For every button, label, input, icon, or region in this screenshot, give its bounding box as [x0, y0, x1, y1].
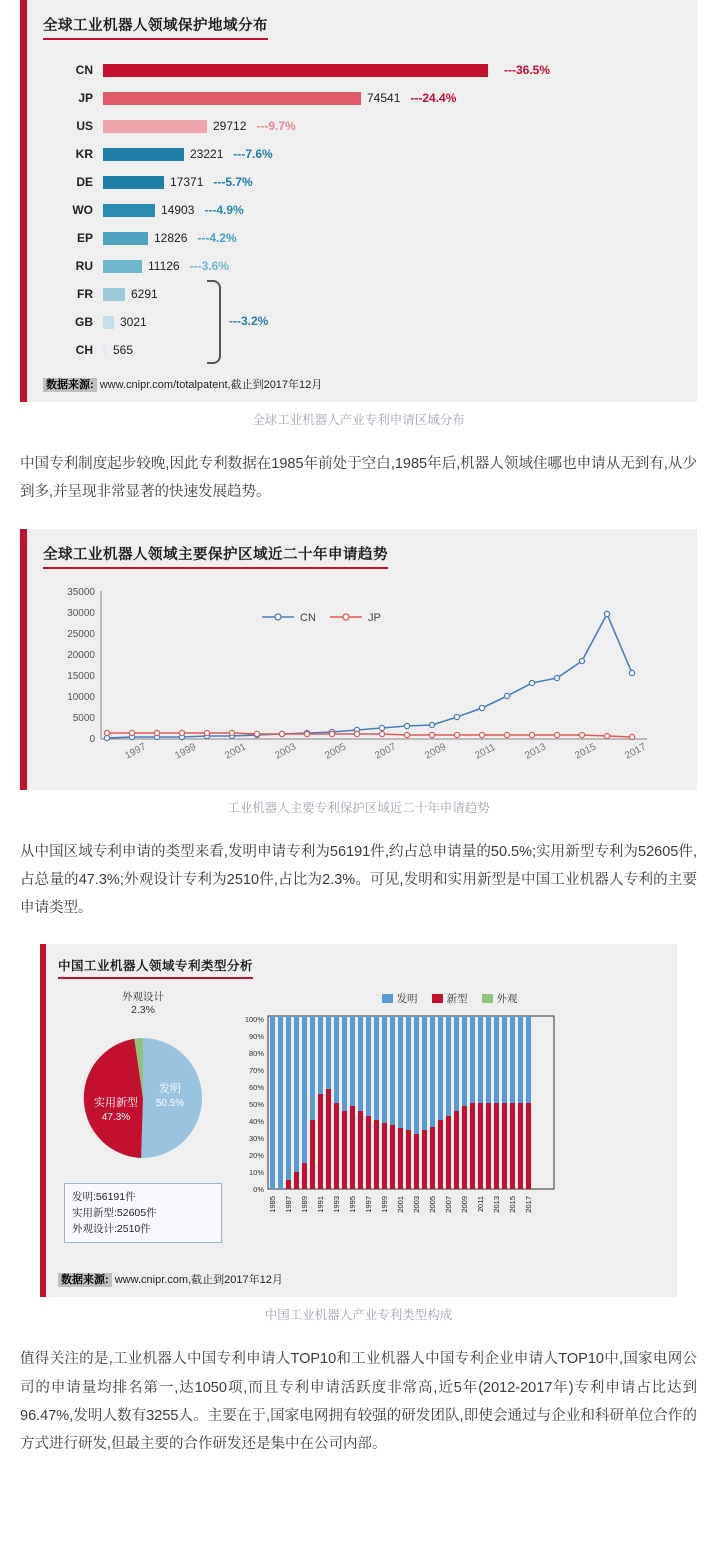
bar-track	[103, 343, 675, 357]
bar	[103, 232, 148, 245]
bar-label: CN	[75, 63, 93, 77]
svg-text:50.5%: 50.5%	[155, 1097, 185, 1109]
figure-3	[40, 944, 677, 1323]
bar	[103, 120, 207, 133]
svg-text:1993: 1993	[332, 1196, 341, 1214]
stacked-columns	[270, 1016, 531, 1189]
svg-text:20%: 20%	[248, 1151, 264, 1161]
svg-text:35000: 35000	[67, 586, 95, 598]
figure-2-caption: 工业机器人主要专利保护区域近二十年申请趋势	[227, 800, 490, 815]
svg-text:15000: 15000	[67, 670, 95, 682]
legend-line: 发明:56191件	[72, 1190, 136, 1203]
bar-label: FR	[77, 287, 93, 301]
legend-swatch-design	[482, 994, 493, 1003]
bar-percent: ---24.4%	[410, 91, 457, 105]
bar-track	[103, 147, 675, 161]
svg-text:0%: 0%	[253, 1185, 264, 1195]
svg-text:1999: 1999	[173, 741, 199, 762]
svg-text:2011: 2011	[476, 1196, 485, 1213]
bar	[103, 344, 107, 357]
legend-item-utility	[432, 991, 468, 1006]
bar-value: 74541	[367, 91, 401, 105]
figure-3-source	[58, 1271, 665, 1287]
bar	[103, 204, 155, 217]
pie-top-label	[58, 991, 228, 1017]
bar-percent: ---4.9%	[204, 203, 244, 217]
svg-text:60%: 60%	[248, 1083, 264, 1093]
bar-track	[103, 259, 675, 273]
bar-percent: ---4.2%	[197, 231, 237, 245]
bar-track	[103, 203, 675, 217]
bar-percent: ---9.7%	[256, 119, 296, 133]
legend-line: 实用新型:52605件	[72, 1206, 157, 1219]
svg-text:30000: 30000	[67, 607, 95, 619]
svg-text:2013: 2013	[492, 1196, 501, 1214]
bar-value: 3021	[120, 315, 147, 329]
paragraph-2: 从中国区域专利申请的类型来看,发明申请专利为56191件,约占总申请量的50.5%;实用新型专利为52605件,占总量的47.3%;外观设计专利为2510件,占比为2.3%。可见,发明和实用新型是中国工业机器人专利的主要申请类型。	[20, 843, 697, 917]
brace-icon	[207, 280, 221, 364]
source-text: www.cnipr.com/totalpatent,截止到2017年12月	[99, 379, 323, 391]
svg-text:2007: 2007	[444, 1196, 453, 1214]
bar-track	[103, 287, 675, 301]
svg-text:90%: 90%	[248, 1032, 264, 1042]
line-chart-svg	[47, 581, 687, 781]
bar-label: EP	[76, 231, 93, 245]
legend-label: 外观	[496, 993, 518, 1006]
bar-percent: ---5.7%	[213, 175, 253, 189]
stacked-legend	[234, 991, 665, 1006]
table-row	[49, 224, 675, 252]
svg-text:实用新型: 实用新型	[94, 1096, 138, 1109]
svg-text:40%: 40%	[248, 1117, 264, 1127]
svg-text:50%: 50%	[248, 1100, 264, 1110]
bar-chart-region-distribution	[43, 46, 681, 368]
legend-swatch-invention	[382, 994, 393, 1003]
svg-text:1999: 1999	[380, 1196, 389, 1214]
table-row	[49, 140, 675, 168]
figure-1	[20, 0, 697, 428]
figure-3-title: 中国工业机器人领域专利类型分析	[58, 956, 253, 979]
svg-text:2013: 2013	[523, 741, 549, 762]
source-label: 数据来源:	[58, 1273, 112, 1287]
svg-text:100%: 100%	[244, 1015, 264, 1025]
figure-2	[20, 529, 697, 816]
svg-text:发明: 发明	[159, 1082, 181, 1095]
svg-text:JP: JP	[368, 611, 381, 624]
bar-value: 565	[113, 343, 134, 357]
bar-label: JP	[78, 91, 93, 105]
pie-chart-patent-types	[58, 991, 228, 1263]
line-chart-trend	[43, 575, 681, 786]
svg-text:1985: 1985	[268, 1196, 277, 1214]
bar-percent: ---36.5%	[504, 63, 551, 77]
svg-text:2017: 2017	[623, 741, 649, 762]
source-text: www.cnipr.com,截止到2017年12月	[114, 1274, 283, 1287]
svg-text:2011: 2011	[473, 741, 498, 762]
bar-label: DE	[76, 175, 93, 189]
bar-track	[103, 63, 675, 77]
svg-text:5000: 5000	[72, 712, 95, 724]
figure-1-caption: 全球工业机器人产业专利申请区域分布	[252, 413, 465, 427]
bar-label: RU	[75, 259, 93, 273]
table-row	[49, 336, 675, 364]
legend-line: 外观设计:2510件	[72, 1223, 151, 1236]
bar	[103, 64, 488, 77]
table-row	[49, 112, 675, 140]
figure-1-card	[20, 0, 697, 402]
figure-1-title: 全球工业机器人领域保护地域分布	[43, 14, 268, 40]
svg-text:2005: 2005	[323, 741, 349, 762]
bar-value: 29712	[213, 119, 247, 133]
legend-item-design	[482, 991, 518, 1006]
svg-text:2005: 2005	[428, 1196, 437, 1214]
svg-text:CN: CN	[300, 611, 316, 624]
svg-text:2007: 2007	[373, 741, 399, 762]
figure-1-source	[43, 376, 681, 392]
pie-outer-label: 外观设计	[122, 991, 164, 1004]
svg-text:2001: 2001	[396, 1196, 405, 1214]
bar	[103, 260, 142, 273]
legend-item-invention	[382, 991, 418, 1006]
svg-text:2001: 2001	[223, 741, 249, 762]
legend-label: 新型	[446, 993, 468, 1006]
table-row	[49, 168, 675, 196]
bar	[103, 316, 114, 329]
figure-2-title: 全球工业机器人领域主要保护区域近二十年申请趋势	[43, 543, 388, 569]
svg-text:25000: 25000	[67, 628, 95, 640]
svg-text:2015: 2015	[573, 741, 599, 762]
figure-3-caption: 中国工业机器人产业专利类型构成	[264, 1308, 453, 1323]
pie-svg	[58, 1020, 228, 1170]
svg-text:1989: 1989	[300, 1196, 309, 1214]
stacked-bar-chart-yearly-types	[234, 991, 665, 1263]
bar-value: 11126	[148, 259, 180, 273]
pie-legend-box	[64, 1183, 222, 1244]
table-row	[49, 84, 675, 112]
svg-text:2017: 2017	[524, 1196, 533, 1214]
svg-text:2003: 2003	[412, 1196, 421, 1214]
svg-text:80%: 80%	[248, 1049, 264, 1059]
svg-text:20000: 20000	[67, 649, 95, 661]
paragraph-3: 值得关注的是,工业机器人中国专利申请人TOP10和工业机器人中国专利企业申请人TOP10中,国家电网公司的申请量均排名第一,达1050项,而且专利申请活跃度非常高,近5年(2012-2017年)专利申请占比达到96.47%,发明人数有3255人。主要在于,国家电网拥有较强的研发团队,即使会通过与企业和科研单位合作的方式进行研发,但最主要的合作研发还是集中在公司内部。	[20, 1351, 697, 1453]
bar	[103, 148, 184, 161]
bar	[103, 92, 361, 105]
legend-label: 发明	[396, 993, 418, 1006]
source-label: 数据来源:	[43, 378, 97, 392]
svg-text:2009: 2009	[423, 741, 449, 762]
svg-text:2015: 2015	[508, 1196, 517, 1214]
bar-track	[103, 119, 675, 133]
table-row	[49, 252, 675, 280]
stacked-svg	[234, 1008, 564, 1258]
bar-label: WO	[72, 203, 93, 217]
bar-label: CH	[75, 343, 93, 357]
svg-text:10%: 10%	[248, 1168, 264, 1178]
bar-track	[103, 91, 675, 105]
svg-text:1997: 1997	[364, 1196, 373, 1214]
svg-text:47.3%: 47.3%	[101, 1111, 131, 1123]
bar-label: US	[76, 119, 93, 133]
brace-percent: ---3.2%	[229, 314, 269, 328]
bar-track	[103, 231, 675, 245]
bar-value: 23221	[190, 147, 224, 161]
bar-track	[103, 175, 675, 189]
bar-value: 12826	[154, 231, 188, 245]
table-row	[49, 308, 675, 336]
table-row	[49, 280, 675, 308]
bar-label: KR	[75, 147, 93, 161]
bar-value: 17371	[170, 175, 204, 189]
svg-text:1997: 1997	[123, 741, 149, 762]
table-row	[49, 56, 675, 84]
svg-text:30%: 30%	[248, 1134, 264, 1144]
svg-text:2009: 2009	[460, 1196, 469, 1214]
table-row	[49, 196, 675, 224]
svg-text:70%: 70%	[248, 1066, 264, 1076]
legend-swatch-utility	[432, 994, 443, 1003]
bar-value: 14903	[161, 203, 195, 217]
svg-text:1991: 1991	[316, 1196, 325, 1214]
bar-value: 6291	[131, 287, 158, 301]
bar	[103, 288, 125, 301]
paragraph-1: 中国专利制度起步较晚,因此专利数据在1985年前处于空白,1985年后,机器人领域住哪也申请从无到有,从少到多,并呈现非常显著的快速发展趋势。	[20, 456, 697, 501]
svg-text:2003: 2003	[273, 741, 299, 762]
svg-text:10000: 10000	[67, 691, 95, 703]
bar-percent: ---3.6%	[189, 259, 229, 273]
bar-label: GB	[75, 315, 93, 329]
svg-text:1995: 1995	[348, 1196, 357, 1214]
svg-text:1987: 1987	[284, 1196, 293, 1214]
figure-3-card	[40, 944, 677, 1297]
svg-text:0: 0	[89, 733, 95, 745]
bar	[103, 176, 164, 189]
bar-track	[103, 315, 675, 329]
bar-percent: ---7.6%	[233, 147, 273, 161]
pie-outer-value: 2.3%	[131, 1004, 155, 1017]
figure-2-card	[20, 529, 697, 790]
type-analysis-charts	[58, 985, 665, 1263]
